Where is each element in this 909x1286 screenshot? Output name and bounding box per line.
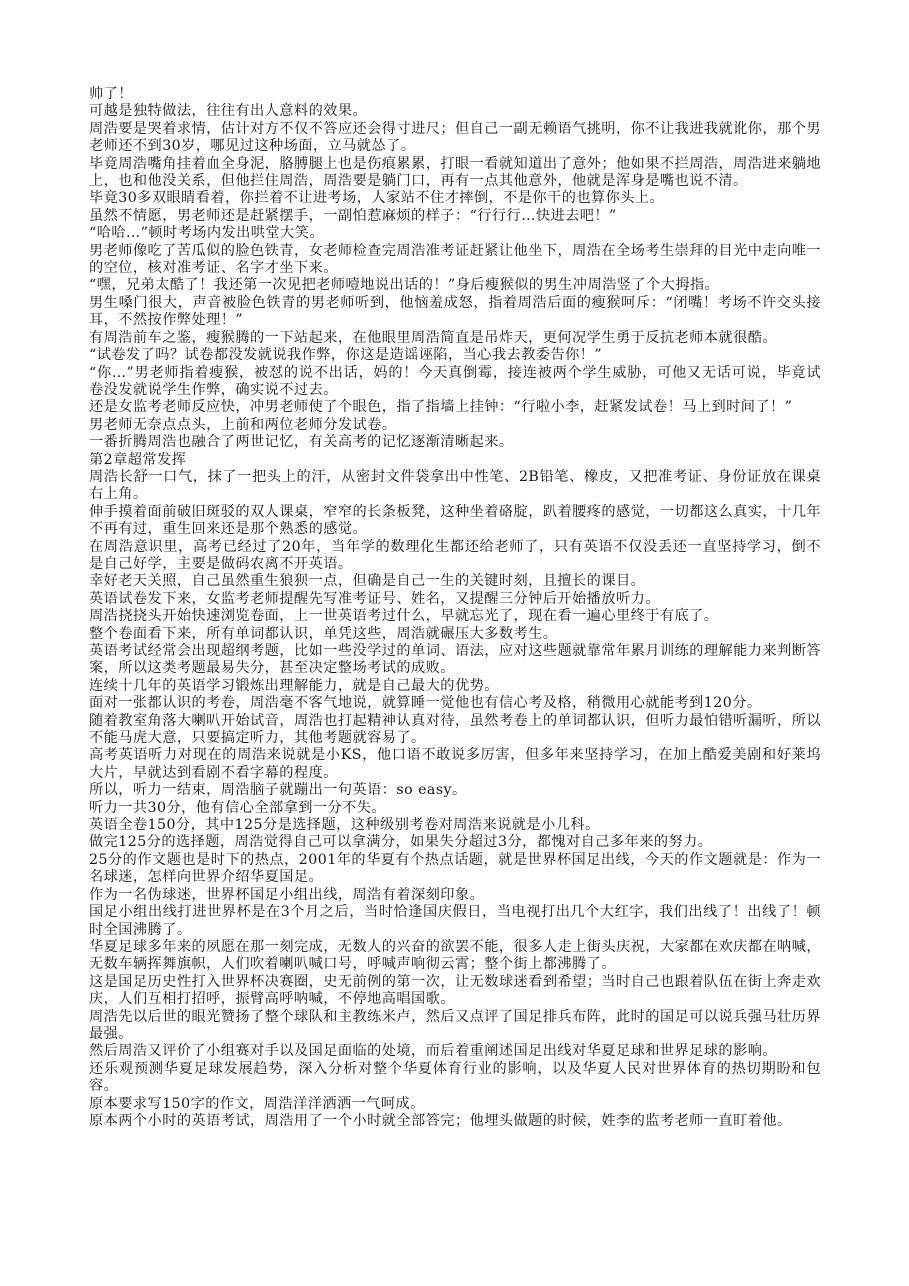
paragraph: “你…”男老师指着瘦猴，被怼的说不出话，妈的！今天真倒霉，接连被两个学生威胁，可他又无话可说，毕竟试卷没发就说学生作弊，确实说不过去。	[89, 364, 821, 398]
paragraph: 原本要求写150字的作文，周浩洋洋洒洒一气呵成。	[89, 1095, 425, 1112]
paragraph: 周浩挠挠头开始快速浏览卷面，上一世英语考过什么，早就忘光了，现在看一遍心里终于有底了。	[89, 608, 719, 625]
paragraph: 英语全卷150分，其中125分是选择题，这种级别考卷对周浩来说就是小儿科。	[89, 817, 600, 834]
chapter-heading: 第2章超常发挥	[89, 451, 187, 468]
paragraph: “嘿，兄弟太酷了！我还第一次见把老师噎地说出话的！”身后瘦猴似的男生冲周浩竖了个大拇指。	[89, 277, 720, 294]
paragraph: 英语试卷发下来，女监考老师提醒先写准考证号、姓名，又提醒三分钟后开始播放听力。	[89, 590, 660, 607]
paragraph: 25分的作文题也是时下的热点，2001年的华夏有个热点话题，就是世界杯国足出线，今天的作文题就是：作为一名球迷，怎样向世界介绍华夏国足。	[89, 851, 821, 886]
paragraph: 男生嗓门很大，声音被脸色铁青的男老师听到，他恼羞成怒，指着周浩后面的瘦猴呵斥：“闭嘴！考场不许交头接耳，不然按作弊处理！”	[89, 294, 821, 329]
paragraph: 虽然不情愿，男老师还是赶紧摆手，一副怕惹麻烦的样子：“行行行…快进去吧！”	[89, 207, 617, 224]
paragraph: 面对一张都认识的考卷，周浩毫不客气地说，就算睡一觉他也有信心考及格，稍微用心就能考到120分。	[89, 695, 762, 712]
paragraph: 男老师像吃了苦瓜似的脸色铁青，女老师检查完周浩准考证赶紧让他坐下，周浩在全场考生崇拜的目光中走向唯一的空位，核对准考证、名字才坐下来。	[89, 242, 821, 277]
paragraph: 这是国足历史性打入世界杯决赛圈，史无前例的第一次，让无数球迷看到希望；当时自己也跟着队伍在街上奔走欢庆，人们互相打招呼，振臂高呼呐喊，不停地高唱国歌。	[89, 973, 821, 1008]
paragraph: 在周浩意识里，高考已经过了20年，当年学的数理化生都还给老师了，只有英语不仅没丢还一直坚持学习，倒不是自己好学，主要是做码农离不开英语。	[89, 538, 821, 572]
paragraph: 华夏足球多年来的夙愿在那一刻完成，无数人的兴奋的欲罢不能，很多人走上街头庆祝，大家都在欢庆都在呐喊，无数车辆挥舞旗帜，人们吹着喇叭喊口号，呼喊声响彻云霄；整个街上都沸腾了。	[89, 938, 821, 973]
paragraph: 原本两个小时的英语考试，周浩用了一个小时就全部答完；他埋头做题的时候，姓李的监考老师一直盯着他。	[89, 1112, 792, 1129]
paragraph: 随着教室角落大喇叭开始试音，周浩也打起精神认真对待，虽然考卷上的单词都认识，但听力最怕错听漏听，所以不能马虎大意，只要搞定听力，其他考题就容易了。	[89, 712, 821, 747]
paragraph: 整个卷面看下来，所有单词都认识，单凭这些，周浩就碾压大多数考生。	[89, 625, 558, 642]
paragraph: “试卷发了吗？试卷都没发就说我作弊，你这是造谣诬陷，当心我去教委告你！”	[89, 347, 603, 364]
paragraph: 幸好老天关照，自己虽然重生狼狈一点，但确是自己一生的关键时刻，且擅长的课目。	[89, 573, 646, 590]
paragraph: 男老师无奈点点头，上前和两位老师分发试卷。	[89, 416, 397, 433]
paragraph: 有周浩前车之鉴，瘦猴腾的一下站起来，在他眼里周浩简直是吊炸天，更何况学生勇于反抗老师本就很酷。	[89, 329, 777, 346]
paragraph: 连续十几年的英语学习锻炼出理解能力，就是自己最大的优势。	[89, 677, 499, 694]
paragraph: 作为一名伪球迷，世界杯国足小组出线，周浩有着深刻印象。	[89, 886, 485, 903]
paragraph: 周浩先以后世的眼光赞扬了整个球队和主教练米卢，然后又点评了国足排兵布阵，此时的国足可以说兵强马壮历界最强。	[89, 1008, 821, 1042]
paragraph: 英语考试经常会出现超纲考题，比如一些没学过的单词、语法，应对这些题就靠常年累月训练的理解能力来判断答案，所以这类考题最易失分，甚至决定整场考试的成败。	[89, 643, 821, 677]
paragraph: 伸手摸着面前破旧斑驳的双人课桌，窄窄的长条板凳，这种坐着硌腚，趴着腰疼的感觉，一切都这么真实，十几年不再有过，重生回来还是那个熟悉的感觉。	[89, 503, 821, 538]
document-body	[89, 86, 821, 1130]
paragraph: 然后周浩又评价了小组赛对手以及国足面临的处境，而后着重阐述国足出线对华夏足球和世界足球的影响。	[89, 1043, 777, 1060]
paragraph: 周浩长舒一口气，抹了一把头上的汗，从密封文件袋拿出中性笔、2B铅笔、橡皮，又把准考证、身份证放在课桌右上角。	[89, 468, 821, 503]
paragraph: 帅了！	[89, 86, 133, 102]
paragraph: 听力一共30分，他有信心全部拿到一分不失。	[89, 799, 387, 816]
paragraph: “哈哈…”顿时考场内发出哄堂大笑。	[89, 225, 324, 242]
paragraph: 毕竟30多双眼睛看着，你拦着不让进考场，人家站不住才摔倒，不是你干的也算你头上。	[89, 190, 665, 207]
paragraph: 高考英语听力对现在的周浩来说就是小KS，他口语不敢说多厉害，但多年来坚持学习，在加上酷爱美剧和好莱坞大片，早就达到看剧不看字幕的程度。	[89, 747, 821, 781]
paragraph: 国足小组出线打进世界杯是在3个月之后，当时恰逢国庆假日，当电视打出几个大红字，我们出线了！出线了！顿时全国沸腾了。	[89, 904, 821, 938]
paragraph: 还乐观预测华夏足球发展趋势，深入分析对整个华夏体育行业的影响，以及华夏人民对世界体育的热切期盼和包容。	[89, 1060, 821, 1095]
paragraph: 还是女监考老师反应快，冲男老师使了个眼色，指了指墙上挂钟：“行啦小李，赶紧发试卷！马上到时间了！”	[89, 399, 793, 416]
paragraph: 做完125分的选择题，周浩觉得自己可以拿满分，如果失分超过3分，都愧对自己多年来的努力。	[89, 834, 713, 851]
paragraph: 所以，听力一结束，周浩脑子就蹦出一句英语：so easy。	[89, 782, 467, 799]
paragraph: 周浩要是哭着求情，估计对方不仅不答应还会得寸进尺；但自己一副无赖语气挑明，你不让我进我就讹你，那个男老师还不到30岁，哪见过这种场面，立马就怂了。	[89, 120, 821, 155]
paragraph: 可越是独特做法，往往有出人意料的效果。	[89, 103, 368, 120]
paragraph: 一番折腾周浩也融合了两世记忆，有关高考的记忆逐渐清晰起来。	[89, 434, 514, 451]
paragraph: 毕竟周浩嘴角挂着血全身泥，胳膊腿上也是伤痕累累，打眼一看就知道出了意外；他如果不拦周浩，周浩进来躺地上，也和他没关系，但他拦住周浩，周浩要是躺门口，再有一点其他意外，他就是浑身是嘴也说不清。	[89, 155, 821, 190]
